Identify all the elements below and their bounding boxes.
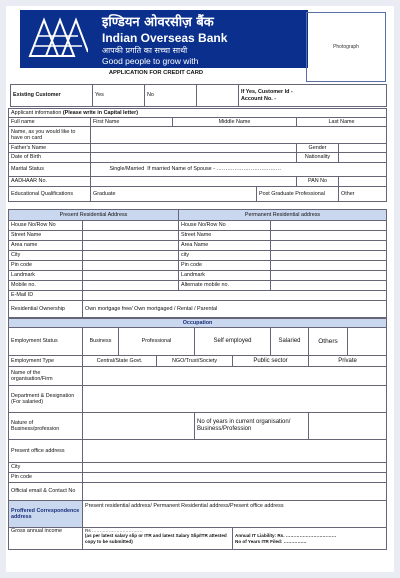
father-name-field[interactable] [91,144,297,153]
office-address-field[interactable] [83,440,387,463]
permanent-pin-label: Pin code [179,261,271,271]
existing-yes-option[interactable]: Yes [93,85,145,107]
official-email-field[interactable] [83,483,387,501]
permanent-house-field[interactable] [271,221,387,231]
office-pin-label: Pin code [9,473,83,483]
present-area-field[interactable] [83,241,179,251]
applicant-heading: Applicant information (Please write in Capital letter) [9,109,387,118]
ownership-label: Residential Ownership [9,301,83,318]
permanent-city-field[interactable] [271,251,387,261]
type-ngo-option[interactable]: NGO/Trust/Society [157,356,233,367]
pan-field[interactable] [339,177,387,187]
income-note: (as per latest salary slip or ITR and latest Salary Slip/ITR attested copy to be submitted) [85,533,227,544]
permanent-area-label: Area Name [179,241,271,251]
applicant-info-table [8,108,387,202]
edu-other-option[interactable]: Other [339,187,387,202]
office-pin-field[interactable] [83,473,387,483]
gender-field[interactable] [339,144,387,153]
official-email-label: Official email & Contact No [9,483,83,501]
present-pin-label: Pin code [9,261,83,271]
years-label: No of years in current organisation/ Business/Profession [195,413,309,440]
status-others-option[interactable]: Others [309,328,348,356]
bank-name-hindi: इण्डियन ओवरसीज़ बैंक [102,15,214,30]
full-name-label: Full name [9,118,91,127]
present-city-field[interactable] [83,251,179,261]
department-label: Department & Designation (For salaried) [9,386,83,413]
present-landmark-field[interactable] [83,271,179,281]
status-salaried-option[interactable]: Salaried [271,328,309,356]
org-name-field[interactable] [83,367,387,386]
aadhaar-label: AADHAAR No. [9,177,91,187]
nature-field[interactable] [83,413,195,440]
correspondence-options[interactable]: Present residential address/ Permanent Residential address/Present office address [83,501,387,528]
office-city-label: City [9,463,83,473]
aadhaar-field[interactable] [91,177,297,187]
type-private-option[interactable]: Private [309,356,387,367]
account-no-label: Account No. - [241,95,277,102]
occupation-table [8,318,387,550]
dob-label: Date of Birth [9,153,91,163]
type-public-option[interactable]: Public sector [233,356,309,367]
office-address-label: Present office address [9,440,83,463]
it-liability-field[interactable] [233,528,387,550]
dob-field[interactable] [91,153,297,163]
existing-no-option[interactable]: No [145,85,197,107]
last-name-field[interactable]: Last Name [297,118,387,127]
mobile-field[interactable] [83,281,179,291]
present-street-field[interactable] [83,231,179,241]
permanent-street-label: Street Name [179,231,271,241]
bank-logo-icon [28,16,88,60]
permanent-landmark-label: Landmark [179,271,271,281]
address-table [8,209,387,318]
first-name-field[interactable]: First Name [91,118,173,127]
photograph-box [306,12,386,82]
income-field[interactable] [83,528,233,550]
office-city-field[interactable] [83,463,387,473]
present-house-field[interactable] [83,221,179,231]
income-rs: Rs …………………………… [85,528,143,533]
employment-status-label: Employment Status [9,328,83,356]
marital-status-label: Marital Status [9,163,91,177]
permanent-area-field[interactable] [271,241,387,251]
mobile-label: Mobile no. [9,281,83,291]
status-blank [348,328,387,356]
present-area-label: Area name [9,241,83,251]
existing-customer-label: Existing Customer [11,85,93,107]
present-street-label: Street Name [9,231,83,241]
education-label: Educational Qualifications [9,187,91,202]
present-pin-field[interactable] [83,261,179,271]
present-address-heading: Present Residential Address [9,210,179,221]
gender-label: Gender [297,144,339,153]
form-title: APPLICATION FOR CREDIT CARD [108,70,204,76]
occupation-heading: Occupation [9,319,387,328]
pan-label: PAN No [297,177,339,187]
permanent-street-field[interactable] [271,231,387,241]
present-landmark-label: Landmark [9,271,83,281]
years-field[interactable] [309,413,387,440]
employment-type-label: Employment Type [9,356,83,367]
marital-status-field[interactable]: Single/Married If married Name of Spouse - ……………………………… [91,163,387,177]
alt-mobile-field[interactable] [271,281,387,291]
department-field[interactable] [83,386,387,413]
status-professional-option[interactable]: Professional [119,328,195,356]
photograph-label: Photograph [333,44,359,50]
it-liability-label: Annual IT Liability: Rs. …………………………… [235,533,337,539]
customer-id-account-field[interactable] [239,85,387,107]
father-name-label: Father's Name [9,144,91,153]
nationality-label: Nationality [297,153,339,163]
existing-customer-table [10,84,387,107]
bank-banner [20,10,308,68]
existing-blank [197,85,239,107]
card-name-label: Name, as you would like to have on card [9,127,91,144]
status-self-employed-option[interactable]: Self employed [195,328,271,356]
nature-label: Nature of Business/profession [9,413,83,440]
email-field[interactable] [83,291,387,301]
type-govt-option[interactable]: Central/State Govt. [83,356,157,367]
permanent-landmark-field[interactable] [271,271,387,281]
card-name-field[interactable] [91,127,387,144]
email-label: E-Mail ID [9,291,83,301]
status-business-option[interactable]: Business [83,328,119,356]
nationality-field[interactable] [339,153,387,163]
customer-id-label: If Yes, Customer Id - [241,89,293,96]
edu-graduate-option[interactable]: Graduate [91,187,257,202]
ownership-options[interactable]: Own mortgage free/ Own mortgaged / Rental / Parental [83,301,387,318]
present-city-label: City [9,251,83,261]
bank-name-english: Indian Overseas Bank [102,31,228,45]
alt-mobile-label: Alternate mobile no. [179,281,271,291]
edu-post-graduate-option[interactable]: Post Graduate Professional [257,187,339,202]
permanent-address-heading: Permanent Residential address [179,210,387,221]
bank-tagline: Good people to grow with [102,56,199,66]
permanent-city-label: city [179,251,271,261]
present-house-label: House No/Row No [9,221,83,231]
permanent-pin-field[interactable] [271,261,387,271]
income-label: Gross annual income [9,528,83,550]
middle-name-field[interactable]: Middle Name [173,118,297,127]
permanent-house-label: House No/Row No [179,221,271,231]
credit-card-application-form [6,6,394,572]
bank-tagline-hindi: आपकी प्रगति का सच्चा साथी [102,46,188,55]
itr-years-label: No of Years ITR Filed: …………… [235,538,307,544]
org-name-label: Name of the organisation/Firm [9,367,83,386]
correspondence-label: Proffered Correspondence address [9,501,83,528]
